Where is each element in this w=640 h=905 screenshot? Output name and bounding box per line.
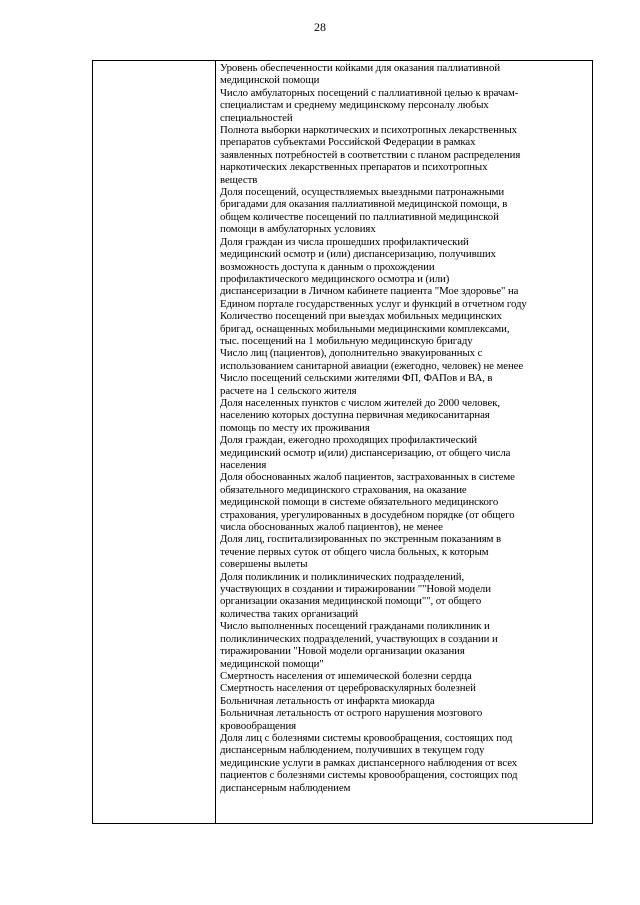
indicator-line: заявленных потребностей в соответствии с планом распределения [220, 148, 521, 161]
indicator-line: организации оказания медицинской помощи"", от общего [220, 595, 482, 608]
indicator-line: течение первых суток от общего числа больных, к которым [220, 545, 489, 558]
indicator-line: страхования, урегулированных в досудебном порядке (от общего [220, 508, 515, 521]
indicator-line: пациентов с болезнями системы кровообращения, состоящих под [220, 769, 518, 782]
indicator-line: участвующих в создании и тиражировании ""Новой модели [220, 583, 491, 596]
indicator-line: диспансерным наблюдением [220, 781, 351, 794]
indicator-line: медицинский осмотр и(или) диспансеризацию, от общего числа [220, 446, 511, 459]
indicator-line: Количество посещений при выездах мобильных медицинских [220, 310, 502, 323]
indicator-line: помощь по месту их проживания [220, 421, 370, 434]
indicator-line: возможность доступа к данным о прохождении [220, 260, 435, 273]
indicator-line: помощи в амбулаторных условиях [220, 223, 376, 236]
indicator-line: Доля поликлиник и поликлинических подразделений, [220, 570, 465, 583]
indicator-line: населения [220, 459, 267, 471]
indicator-line: медицинской помощи в системе обязательного медицинского [220, 496, 499, 509]
indicator-line: профилактического медицинского осмотра и (или) [220, 272, 450, 285]
indicator-line: кровообращения [220, 719, 297, 732]
indicator-line: общем количестве посещений по паллиативной медицинской [220, 210, 499, 223]
indicator-line: Смертность населения от ишемической болезни сердца [220, 669, 472, 682]
indicator-line: количества таких организаций [220, 607, 359, 620]
indicator-line: медицинской помощи [220, 74, 320, 87]
indicator-line: медицинские услуги в рамках диспансерного наблюдения от всех [220, 756, 518, 769]
indicators-table [92, 60, 593, 824]
indicator-line: Доля обоснованных жалоб пациентов, застрахованных в системе [220, 471, 515, 484]
indicator-line: Уровень обеспеченности койками для оказания паллиативной [220, 62, 501, 74]
indicator-line: Доля лиц, госпитализированных по экстренным показаниям в [220, 533, 502, 546]
indicator-line: Доля граждан, ежегодно проходящих профилактический [220, 434, 477, 447]
indicator-line: диспансерным наблюдением, получивших в текущем году [220, 744, 485, 757]
indicator-line: Число посещений сельскими жителями ФП, ФАПов и ВА, в [220, 372, 493, 385]
indicator-line: Доля граждан из числа прошедших профилактический [220, 235, 469, 248]
indicator-line: обязательного медицинского страхования, на оказание [220, 483, 467, 496]
indicator-line: Доля посещений, осуществляемых выездными патронажными [220, 186, 505, 199]
indicator-line: Доля лиц с болезнями системы кровообращения, состоящих под [220, 731, 513, 744]
indicator-line: расчете на 1 сельского жителя [220, 384, 357, 397]
column-divider [215, 61, 216, 823]
indicator-line: населению которых доступна первичная медикосанитарная [220, 409, 490, 422]
indicator-list [220, 62, 592, 794]
indicator-line: препаратов субъектами Российской Федерации в рамках [220, 136, 476, 149]
indicator-line: Число выполненных посещений гражданами поликлиник и [220, 620, 490, 633]
indicator-line: веществ [220, 173, 258, 186]
indicator-line: специальностей [220, 111, 293, 124]
page-number: 28 [314, 20, 326, 34]
indicator-line: специалистам и среднему медицинскому персоналу любых [220, 99, 489, 112]
indicator-line: Число лиц (пациентов), дополнительно эвакуированных с [220, 347, 483, 360]
indicator-line: Доля населенных пунктов с числом жителей до 2000 человек, [220, 396, 500, 409]
indicator-line: Смертность населения от цереброваскулярных болезней [220, 682, 476, 695]
indicator-line: Едином портале государственных услуг и функций в отчетном году [220, 297, 527, 310]
indicator-line: тыс. посещений на 1 мобильную медицинскую бригаду [220, 334, 473, 347]
indicator-line: Число амбулаторных посещений с паллиативной целью к врачам- [220, 86, 519, 99]
indicator-line: диспансеризации в Личном кабинете пациента "Мое здоровье" на [220, 285, 519, 298]
indicator-line: Полнота выборки наркотических и психотропных лекарственных [220, 124, 517, 137]
indicator-line: совершены вылеты [220, 558, 308, 571]
indicator-line: наркотических лекарственных препаратов и психотропных [220, 161, 488, 174]
indicator-line: тиражировании "Новой модели организации оказания [220, 645, 465, 658]
indicator-line: бригадами для оказания паллиативной медицинской помощи, в [220, 198, 508, 211]
indicator-line: поликлинических подразделений, участвующих в создании и [220, 632, 498, 645]
indicator-line: Больничная летальность от инфаркта миокарда [220, 694, 435, 707]
indicator-line: медицинской помощи" [220, 657, 324, 670]
indicator-line: бригад, оснащенных мобильными медицинскими комплексами, [220, 322, 510, 335]
indicator-line: числа обоснованных жалоб пациентов), не менее [220, 521, 443, 534]
indicator-line: использованием санитарной авиации (ежегодно, человек) не менее [220, 359, 524, 372]
indicator-line: Больничная летальность от острого нарушения мозгового [220, 707, 483, 720]
indicator-line: медицинский осмотр и (или) диспансеризацию, получивших [220, 248, 496, 261]
